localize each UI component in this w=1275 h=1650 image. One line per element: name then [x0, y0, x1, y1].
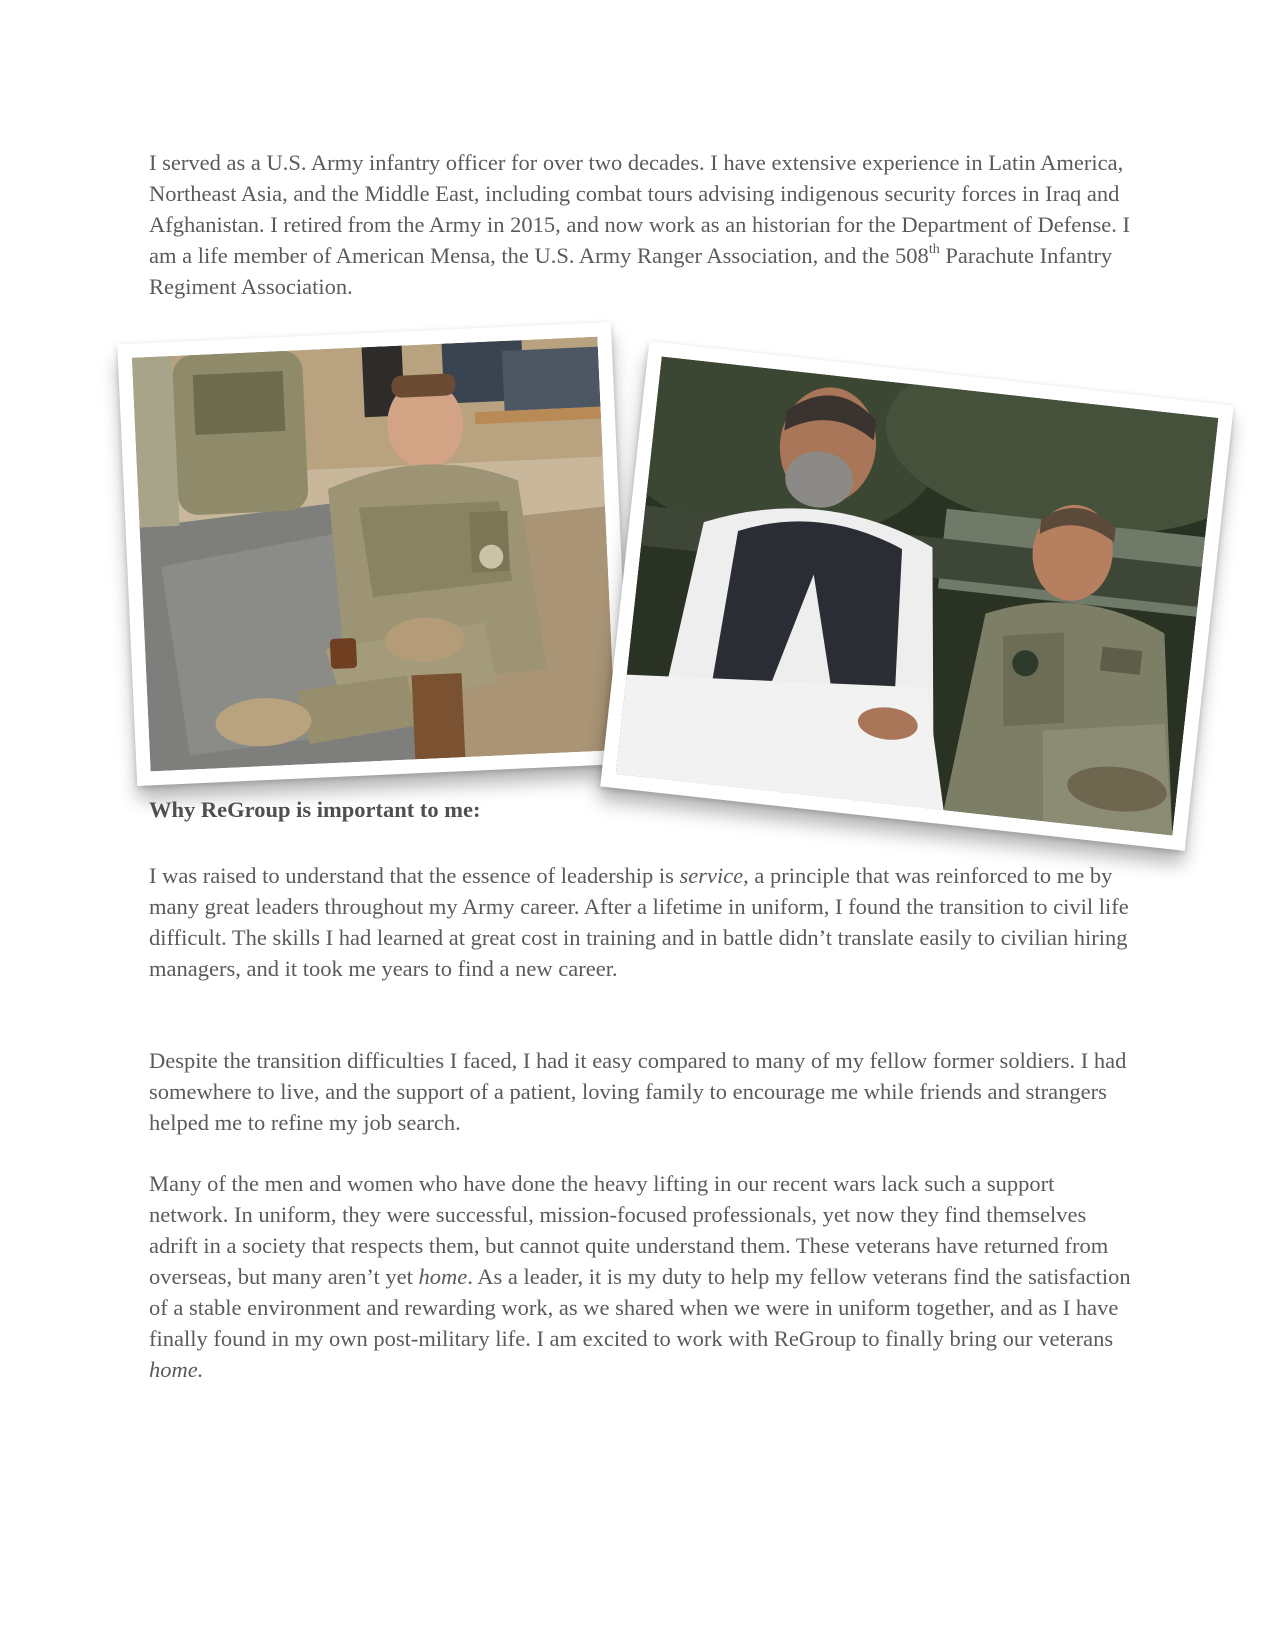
bio-paragraph [149, 147, 1139, 302]
bio-text-end: Parachute Infantry Regiment Association. [149, 243, 1113, 299]
photo-officer-meeting [600, 341, 1234, 851]
paragraph-leadership-text-end: , a principle that was reinforced to me by many great leaders throughout my Army career. After a lifetime in uniform, I found the transition to civil life difficult. The skills I had learned at great cost in training and in battle didn’t translate easily to civilian hiring managers, and it took me years to find a new career. [149, 863, 1129, 981]
photo-soldier-seated-image [132, 337, 616, 772]
paragraph-transition: Despite the transition difficulties I faced, I had it easy compared to many of my fellow former soldiers. I had somewhere to live, and the support of a patient, loving family to encourage me while friends and strangers helped me to refine my job search. [149, 1048, 1127, 1135]
photo-meeting-illustration [616, 357, 1219, 836]
ordinal-suffix: th [928, 241, 940, 257]
paragraph-veterans-text-mid: . As a leader, it is my duty to help my fellow veterans find the satisfaction of a stable environment and rewarding work, as we shared when we were in uniform together, and as I have finally found in my own post-military life. I am excited to work with ReGroup to finally bring our veterans [149, 1264, 1131, 1351]
photo-officer-meeting-image [616, 357, 1219, 836]
paragraph-leadership [149, 860, 1139, 984]
emphasis-home: home [418, 1264, 468, 1289]
paragraph-veterans [149, 1168, 1139, 1385]
paragraph-veterans-text: Many of the men and women who have done the heavy lifting in our recent wars lack such a support network. In uniform, they were successful, mission-focused professionals, yet now they find themselves adrift in a society that respects them, but cannot quite understand them. These veterans have returned from overseas, but many aren’t yet [149, 1171, 1109, 1289]
emphasis-home-final: home. [149, 1357, 204, 1382]
emphasis-service: service [679, 863, 744, 888]
bio-text: I served as a U.S. Army infantry officer for over two decades. I have extensive experience in Latin America, Northeast Asia, and the Middle East, including combat tours advising indigenous security forces in Iraq and Afghanistan. I retired from the Army in 2015, and now work as an historian for the Department of Defense. I am a life member of American Mensa, the U.S. Army Ranger Association, and the 508 [149, 150, 1130, 268]
section-heading: Why ReGroup is important to me: [149, 797, 481, 822]
photo-soldier-seated [117, 322, 631, 786]
paragraph-leadership-text: I was raised to understand that the essence of leadership is [149, 863, 680, 888]
photo-soldier-illustration [132, 337, 616, 772]
